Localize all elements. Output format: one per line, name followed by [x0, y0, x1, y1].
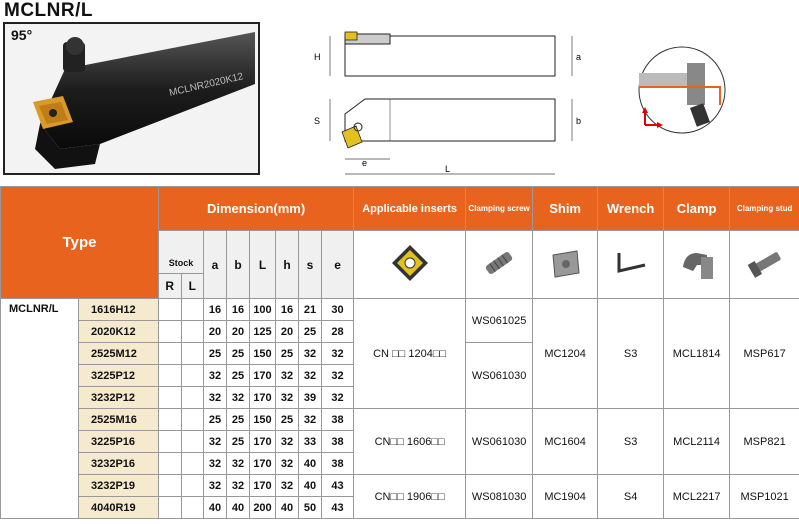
cell-a: 25 [204, 409, 227, 431]
cell-h: 16 [276, 299, 299, 321]
cell-L: 150 [250, 409, 276, 431]
spec-table [0, 186, 799, 519]
tool-photo [3, 22, 260, 175]
cell-a: 32 [204, 387, 227, 409]
cell-b: 16 [227, 299, 250, 321]
cell-a: 32 [204, 365, 227, 387]
header-clamp: Clamp [664, 187, 730, 231]
cell-b: 25 [227, 365, 250, 387]
cell-h: 32 [276, 453, 299, 475]
cell-s: 25 [299, 321, 322, 343]
clamp-group-3: MCL2217 [664, 475, 730, 519]
cell-s: 32 [299, 343, 322, 365]
cell-L: 100 [250, 299, 276, 321]
model-cell: 3232P19 [79, 475, 159, 497]
wrench-group-3: S4 [598, 475, 664, 519]
wrench-group-1: S3 [598, 299, 664, 409]
model-cell: 3232P12 [79, 387, 159, 409]
clamp-group-2: MCL2114 [664, 409, 730, 475]
cell-b: 32 [227, 453, 250, 475]
dim-L: L [445, 164, 451, 174]
clamping-screw-icon [466, 231, 533, 299]
cell-L: 125 [250, 321, 276, 343]
cell-b: 32 [227, 387, 250, 409]
cell-h: 32 [276, 365, 299, 387]
angle-label: 95° [11, 27, 33, 43]
dim-a: a [576, 52, 582, 62]
clamping-stud-icon [730, 231, 799, 299]
wrench-icon [598, 231, 664, 299]
cell-s: 40 [299, 453, 322, 475]
cell-h: 25 [276, 409, 299, 431]
cell-s: 32 [299, 365, 322, 387]
cell-a: 16 [204, 299, 227, 321]
cell-a: 25 [204, 343, 227, 365]
model-cell: 4040R19 [79, 497, 159, 519]
shim-group-2: MC1604 [533, 409, 598, 475]
cell-e: 43 [322, 475, 354, 497]
cell-h: 40 [276, 497, 299, 519]
series-label: MCLNR/L [1, 299, 79, 519]
shim-group-1: MC1204 [533, 299, 598, 409]
cell-L: 150 [250, 343, 276, 365]
dim-col-h: h [276, 231, 299, 299]
shim-group-3: MC1904 [533, 475, 598, 519]
cell-L: 170 [250, 365, 276, 387]
insert-group-2: CN□□ 1606□□ [354, 409, 466, 475]
cell-e: 32 [322, 365, 354, 387]
header-type: Type [1, 187, 159, 299]
dim-col-s: s [299, 231, 322, 299]
clamp-group-1: MCL1814 [664, 299, 730, 409]
cell-L: 200 [250, 497, 276, 519]
screw-group-1a: WS061025 [466, 299, 533, 343]
cell-a: 40 [204, 497, 227, 519]
cell-e: 32 [322, 343, 354, 365]
header-wrench: Wrench [598, 187, 664, 231]
header-shim: Shim [533, 187, 598, 231]
cell-b: 40 [227, 497, 250, 519]
cell-b: 25 [227, 431, 250, 453]
stud-group-2: MSP821 [730, 409, 799, 475]
model-cell: 3225P12 [79, 365, 159, 387]
screw-group-2: WS061030 [466, 409, 533, 475]
cell-a: 32 [204, 475, 227, 497]
header-dimension: Dimension(mm) [159, 187, 354, 231]
cell-a: 32 [204, 453, 227, 475]
stud-group-3: MSP1021 [730, 475, 799, 519]
dim-b: b [576, 116, 582, 126]
dim-col-a: a [204, 231, 227, 299]
cell-e: 38 [322, 431, 354, 453]
cell-b: 20 [227, 321, 250, 343]
clamp-icon [664, 231, 730, 299]
cell-L: 170 [250, 453, 276, 475]
cell-a: 32 [204, 431, 227, 453]
cell-h: 32 [276, 387, 299, 409]
dim-e: e [362, 158, 368, 168]
screw-group-3: WS081030 [466, 475, 533, 519]
model-cell: 3225P16 [79, 431, 159, 453]
stud-group-1: MSP617 [730, 299, 799, 409]
stock-R: R [159, 274, 182, 298]
cell-h: 20 [276, 321, 299, 343]
dim-col-e: e [322, 231, 354, 299]
cell-L: 170 [250, 387, 276, 409]
wrench-group-2: S3 [598, 409, 664, 475]
cell-s: 32 [299, 409, 322, 431]
model-cell: 3232P16 [79, 453, 159, 475]
cell-e: 43 [322, 497, 354, 519]
cell-s: 33 [299, 431, 322, 453]
cell-h: 32 [276, 431, 299, 453]
header-clamping-screw: Clamping screw [466, 187, 533, 231]
shim-icon [533, 231, 598, 299]
cell-s: 40 [299, 475, 322, 497]
cell-b: 32 [227, 475, 250, 497]
stock-label: Stock [159, 253, 203, 274]
model-cell: 2525M16 [79, 409, 159, 431]
insert-group-3: CN□□ 1906□□ [354, 475, 466, 519]
cell-h: 25 [276, 343, 299, 365]
cell-L: 170 [250, 431, 276, 453]
cell-e: 28 [322, 321, 354, 343]
insert-icon [354, 231, 466, 299]
spec-table-wrapper [0, 186, 799, 524]
cell-e: 38 [322, 453, 354, 475]
model-cell: 2020K12 [79, 321, 159, 343]
cell-s: 39 [299, 387, 322, 409]
cell-L: 170 [250, 475, 276, 497]
header-inserts: Applicable inserts [354, 187, 466, 231]
stock-L: L [188, 279, 196, 293]
model-cell: 1616H12 [79, 299, 159, 321]
cell-a: 20 [204, 321, 227, 343]
application-diagram [625, 45, 740, 135]
cell-e: 30 [322, 299, 354, 321]
dim-H: H [314, 52, 321, 62]
cell-b: 25 [227, 409, 250, 431]
page-title: MCLNR/L [4, 0, 93, 21]
cell-b: 25 [227, 343, 250, 365]
cell-h: 32 [276, 475, 299, 497]
technical-drawing [300, 14, 590, 184]
dim-col-b: b [227, 231, 250, 299]
insert-group-1: CN □□ 1204□□ [354, 299, 466, 409]
header-clamping-stud: Clamping stud [730, 187, 799, 231]
tool-holder-image [5, 24, 258, 173]
cell-e: 32 [322, 387, 354, 409]
dim-col-L: L [250, 231, 276, 299]
cell-e: 38 [322, 409, 354, 431]
cell-s: 50 [299, 497, 322, 519]
dim-S: S [314, 116, 321, 126]
model-cell: 2525M12 [79, 343, 159, 365]
screw-group-1b: WS061030 [466, 343, 533, 409]
tool-marking: MCLNR2020K12 [168, 71, 245, 99]
cell-s: 21 [299, 299, 322, 321]
